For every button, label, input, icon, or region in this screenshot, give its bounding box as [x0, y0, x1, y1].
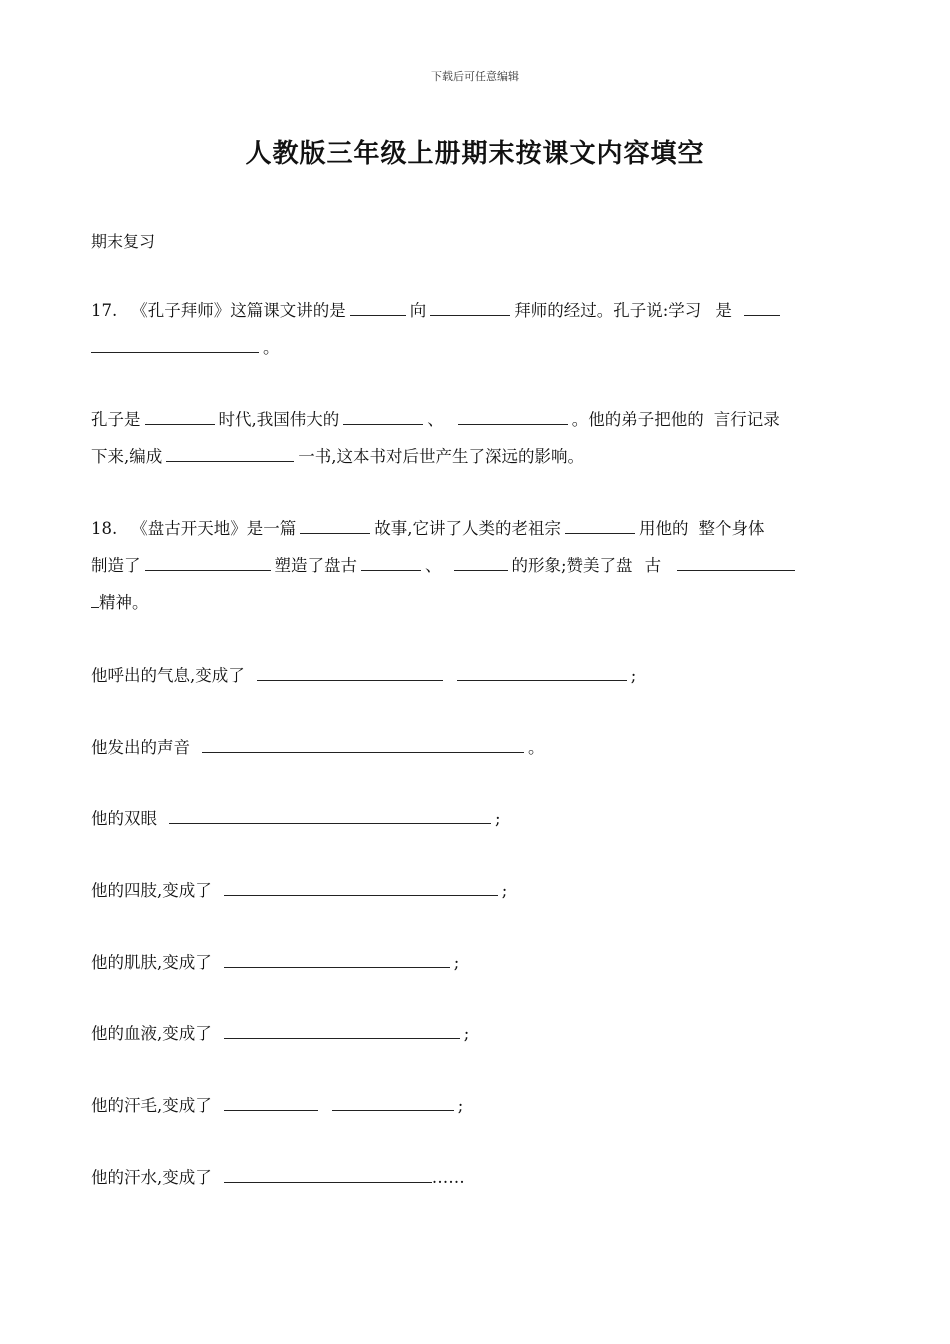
blank-line-blood [91, 1020, 469, 1044]
q17-text: 《孔子拜师》这篇课文讲的是 [131, 301, 346, 320]
fill-blank[interactable] [300, 517, 370, 534]
q18-text: 、 [425, 556, 442, 575]
line-prefix: 他的四肢,变成了 [91, 881, 212, 900]
q18-text: 故事,它讲了人类的老祖宗 [374, 519, 561, 538]
fill-blank[interactable] [677, 554, 795, 571]
q18-text: 精神。 [99, 593, 149, 612]
fill-blank[interactable] [91, 591, 99, 608]
fill-blank[interactable] [430, 299, 510, 316]
q17-text: 拜师的经过。孔子说:学习 [514, 301, 702, 320]
line-end: …… [431, 1168, 465, 1187]
fill-blank[interactable] [350, 299, 406, 316]
fill-blank[interactable] [145, 554, 271, 571]
q17-paragraph-2 [91, 401, 861, 475]
fill-blank[interactable] [224, 1094, 318, 1111]
fill-blank[interactable] [91, 336, 259, 353]
fill-blank[interactable] [457, 664, 627, 681]
q17-text: 、 [427, 410, 444, 429]
fill-blank[interactable] [224, 879, 498, 896]
q18-text: 《盘古开天地》是一篇 [131, 519, 297, 538]
q17-text: 向 [409, 301, 427, 320]
line-prefix: 他发出的声音 [91, 738, 190, 757]
q18-text: 的形象;赞美了盘 [511, 556, 633, 575]
fill-blank[interactable] [169, 807, 491, 824]
line-prefix: 他的汗水,变成了 [91, 1168, 212, 1187]
blank-line-voice [91, 734, 545, 758]
line-end: ; [453, 953, 460, 972]
q18-text: 整个身体 [698, 519, 765, 538]
line-end: ; [630, 666, 637, 685]
fill-blank[interactable] [744, 299, 780, 316]
section-label: 期末复习 [91, 232, 156, 251]
q18-text: 制造了 [91, 556, 141, 575]
q17-paragraph-1 [91, 292, 861, 366]
q17-text: 。 [263, 338, 280, 357]
blank-line-breath [91, 662, 636, 686]
line-prefix: 他的肌肤,变成了 [91, 953, 212, 972]
blank-line-hair [91, 1092, 463, 1116]
fill-blank[interactable] [565, 517, 635, 534]
q18-text: 古 [644, 556, 662, 575]
line-end: ; [457, 1096, 464, 1115]
q18-text: 用他的 [639, 519, 689, 538]
fill-blank[interactable] [458, 408, 568, 425]
question-number: 17. [91, 301, 118, 320]
q17-text: 。他的弟子把他的 [571, 410, 704, 429]
q17-text: 是 [715, 301, 732, 320]
q18-text: 塑造了盘古 [274, 556, 357, 575]
line-end: ; [463, 1024, 470, 1043]
blank-line-limbs [91, 877, 507, 901]
header-note: 下载后可任意编辑 [431, 70, 519, 83]
line-end: ; [501, 881, 508, 900]
q17-text: 孔子是 [91, 410, 141, 429]
fill-blank[interactable] [332, 1094, 454, 1111]
fill-blank[interactable] [343, 408, 423, 425]
q17-text: 言行记录 [713, 410, 780, 429]
q17-text: 一书,这本书对后世产生了深远的影响。 [298, 447, 584, 466]
q18-paragraph [91, 510, 861, 621]
line-prefix: 他呼出的气息,变成了 [91, 666, 245, 685]
document-title: 人教版三年级上册期末按课文内容填空 [245, 139, 705, 169]
fill-blank[interactable] [224, 1166, 432, 1183]
fill-blank[interactable] [166, 445, 294, 462]
fill-blank[interactable] [145, 408, 215, 425]
line-prefix: 他的双眼 [91, 809, 157, 828]
fill-blank[interactable] [202, 736, 524, 753]
fill-blank[interactable] [224, 951, 450, 968]
q17-text: 时代,我国伟大的 [218, 410, 340, 429]
line-end: ; [495, 809, 501, 828]
fill-blank[interactable] [454, 554, 508, 571]
blank-line-skin [91, 949, 459, 973]
line-prefix: 他的血液,变成了 [91, 1024, 212, 1043]
blank-line-sweat [91, 1164, 465, 1188]
fill-blank[interactable] [224, 1022, 460, 1039]
question-number: 18. [91, 519, 118, 538]
blank-line-eyes [91, 805, 501, 829]
fill-blank[interactable] [361, 554, 421, 571]
line-prefix: 他的汗毛,变成了 [91, 1096, 212, 1115]
fill-blank[interactable] [257, 664, 443, 681]
line-end: 。 [528, 738, 545, 757]
q17-text: 下来,编成 [91, 447, 163, 466]
